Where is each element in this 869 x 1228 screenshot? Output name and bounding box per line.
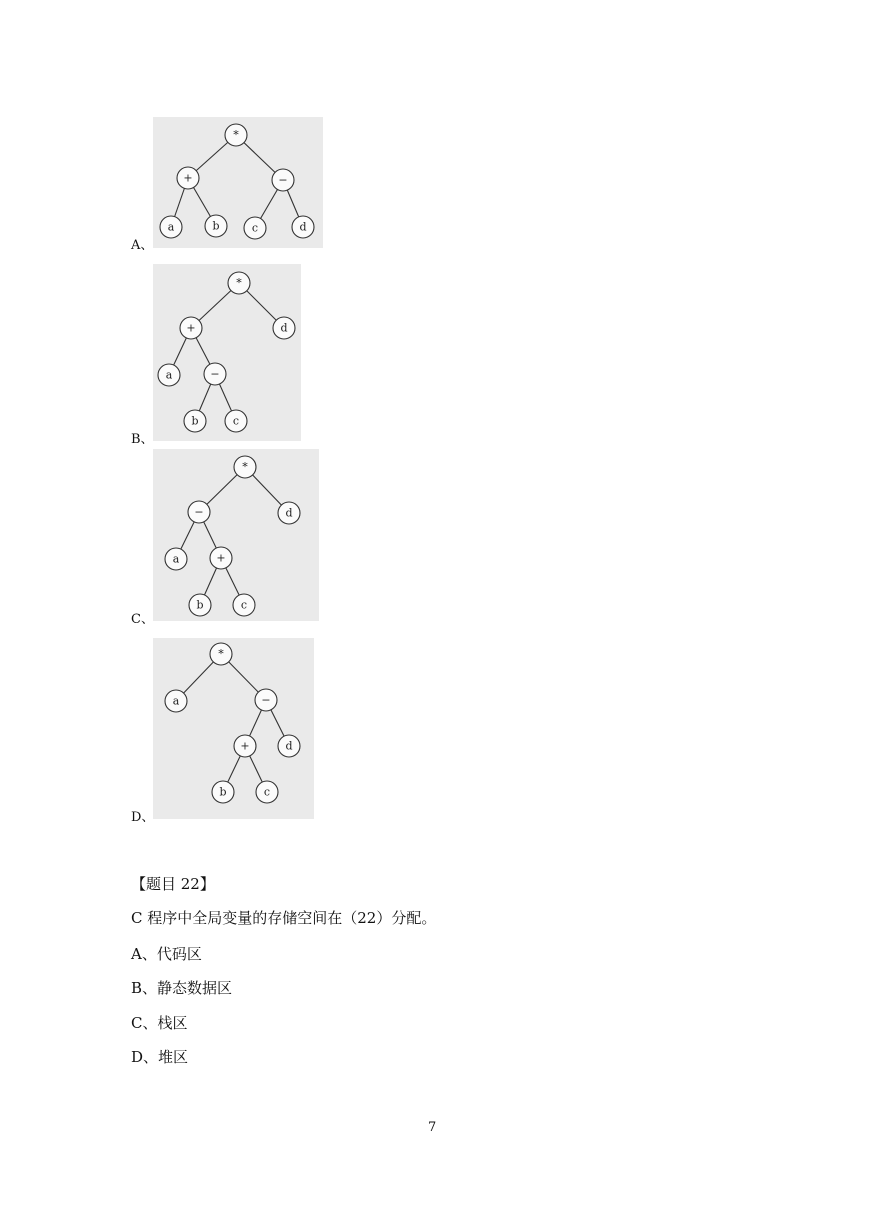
tree-node: [158, 364, 180, 386]
question-title: 【题目 22】: [131, 875, 215, 893]
tree-node: [212, 781, 234, 803]
tree-node: [273, 317, 295, 339]
svg-text:+: +: [183, 171, 193, 185]
page-number: 7: [428, 1120, 437, 1135]
tree-node: [234, 456, 256, 478]
question-option-c[interactable]: C、栈区: [131, 1014, 188, 1032]
svg-text:+: +: [240, 739, 250, 753]
tree-node: [256, 781, 278, 803]
tree-node: [177, 167, 199, 189]
option-a-label[interactable]: A、: [131, 238, 154, 253]
option-b-tree-figure: [153, 264, 301, 441]
svg-text:c: c: [232, 414, 240, 428]
tree-node: [234, 735, 256, 757]
svg-text:*: *: [233, 128, 239, 142]
option-b-tree-svg: [153, 264, 301, 441]
tree-node: [165, 548, 187, 570]
tree-node: [160, 216, 182, 238]
tree-node: [225, 124, 247, 146]
tree-node: [244, 217, 266, 239]
svg-text:−: −: [278, 173, 288, 187]
tree-node: [205, 215, 227, 237]
tree-node: [228, 272, 250, 294]
svg-text:c: c: [251, 221, 259, 235]
svg-text:a: a: [167, 220, 175, 234]
tree-node: [292, 216, 314, 238]
tree-node: [204, 363, 226, 385]
svg-text:d: d: [280, 321, 288, 335]
option-d-tree-figure: [153, 638, 314, 819]
tree-node: [255, 689, 277, 711]
option-c-tree-svg: [153, 449, 319, 621]
option-d-tree-svg: [153, 638, 314, 819]
tree-node: [225, 410, 247, 432]
tree-node: [189, 594, 211, 616]
svg-text:c: c: [263, 785, 271, 799]
tree-node: [210, 547, 232, 569]
svg-text:−: −: [210, 367, 220, 381]
tree-node: [210, 643, 232, 665]
svg-text:a: a: [172, 694, 180, 708]
svg-text:b: b: [191, 414, 199, 428]
question-option-d[interactable]: D、堆区: [131, 1048, 189, 1066]
svg-text:d: d: [285, 739, 293, 753]
tree-node: [278, 735, 300, 757]
question-text: C 程序中全局变量的存储空间在（22）分配。: [131, 909, 437, 927]
option-b-label[interactable]: B、: [131, 432, 154, 447]
option-a-tree-figure: [153, 117, 323, 248]
option-c-label[interactable]: C、: [131, 612, 154, 627]
svg-text:b: b: [196, 598, 204, 612]
svg-text:b: b: [219, 785, 227, 799]
svg-text:+: +: [216, 551, 226, 565]
tree-node: [188, 501, 210, 523]
svg-text:a: a: [172, 552, 180, 566]
question-option-a[interactable]: A、代码区: [131, 945, 202, 963]
svg-text:d: d: [299, 220, 307, 234]
svg-text:*: *: [218, 647, 224, 661]
tree-node: [272, 169, 294, 191]
option-d-label[interactable]: D、: [131, 810, 155, 825]
svg-text:b: b: [212, 219, 220, 233]
svg-text:d: d: [285, 506, 293, 520]
svg-text:−: −: [261, 693, 271, 707]
svg-text:+: +: [186, 321, 196, 335]
tree-node: [233, 594, 255, 616]
option-a-tree-svg: [153, 117, 323, 248]
svg-text:*: *: [242, 460, 248, 474]
tree-node: [184, 410, 206, 432]
svg-text:−: −: [194, 505, 204, 519]
tree-node: [278, 502, 300, 524]
svg-text:a: a: [165, 368, 173, 382]
question-option-b[interactable]: B、静态数据区: [131, 979, 233, 997]
option-c-tree-figure: [153, 449, 319, 621]
svg-text:c: c: [240, 598, 248, 612]
tree-node: [180, 317, 202, 339]
svg-text:*: *: [236, 276, 242, 290]
tree-node: [165, 690, 187, 712]
